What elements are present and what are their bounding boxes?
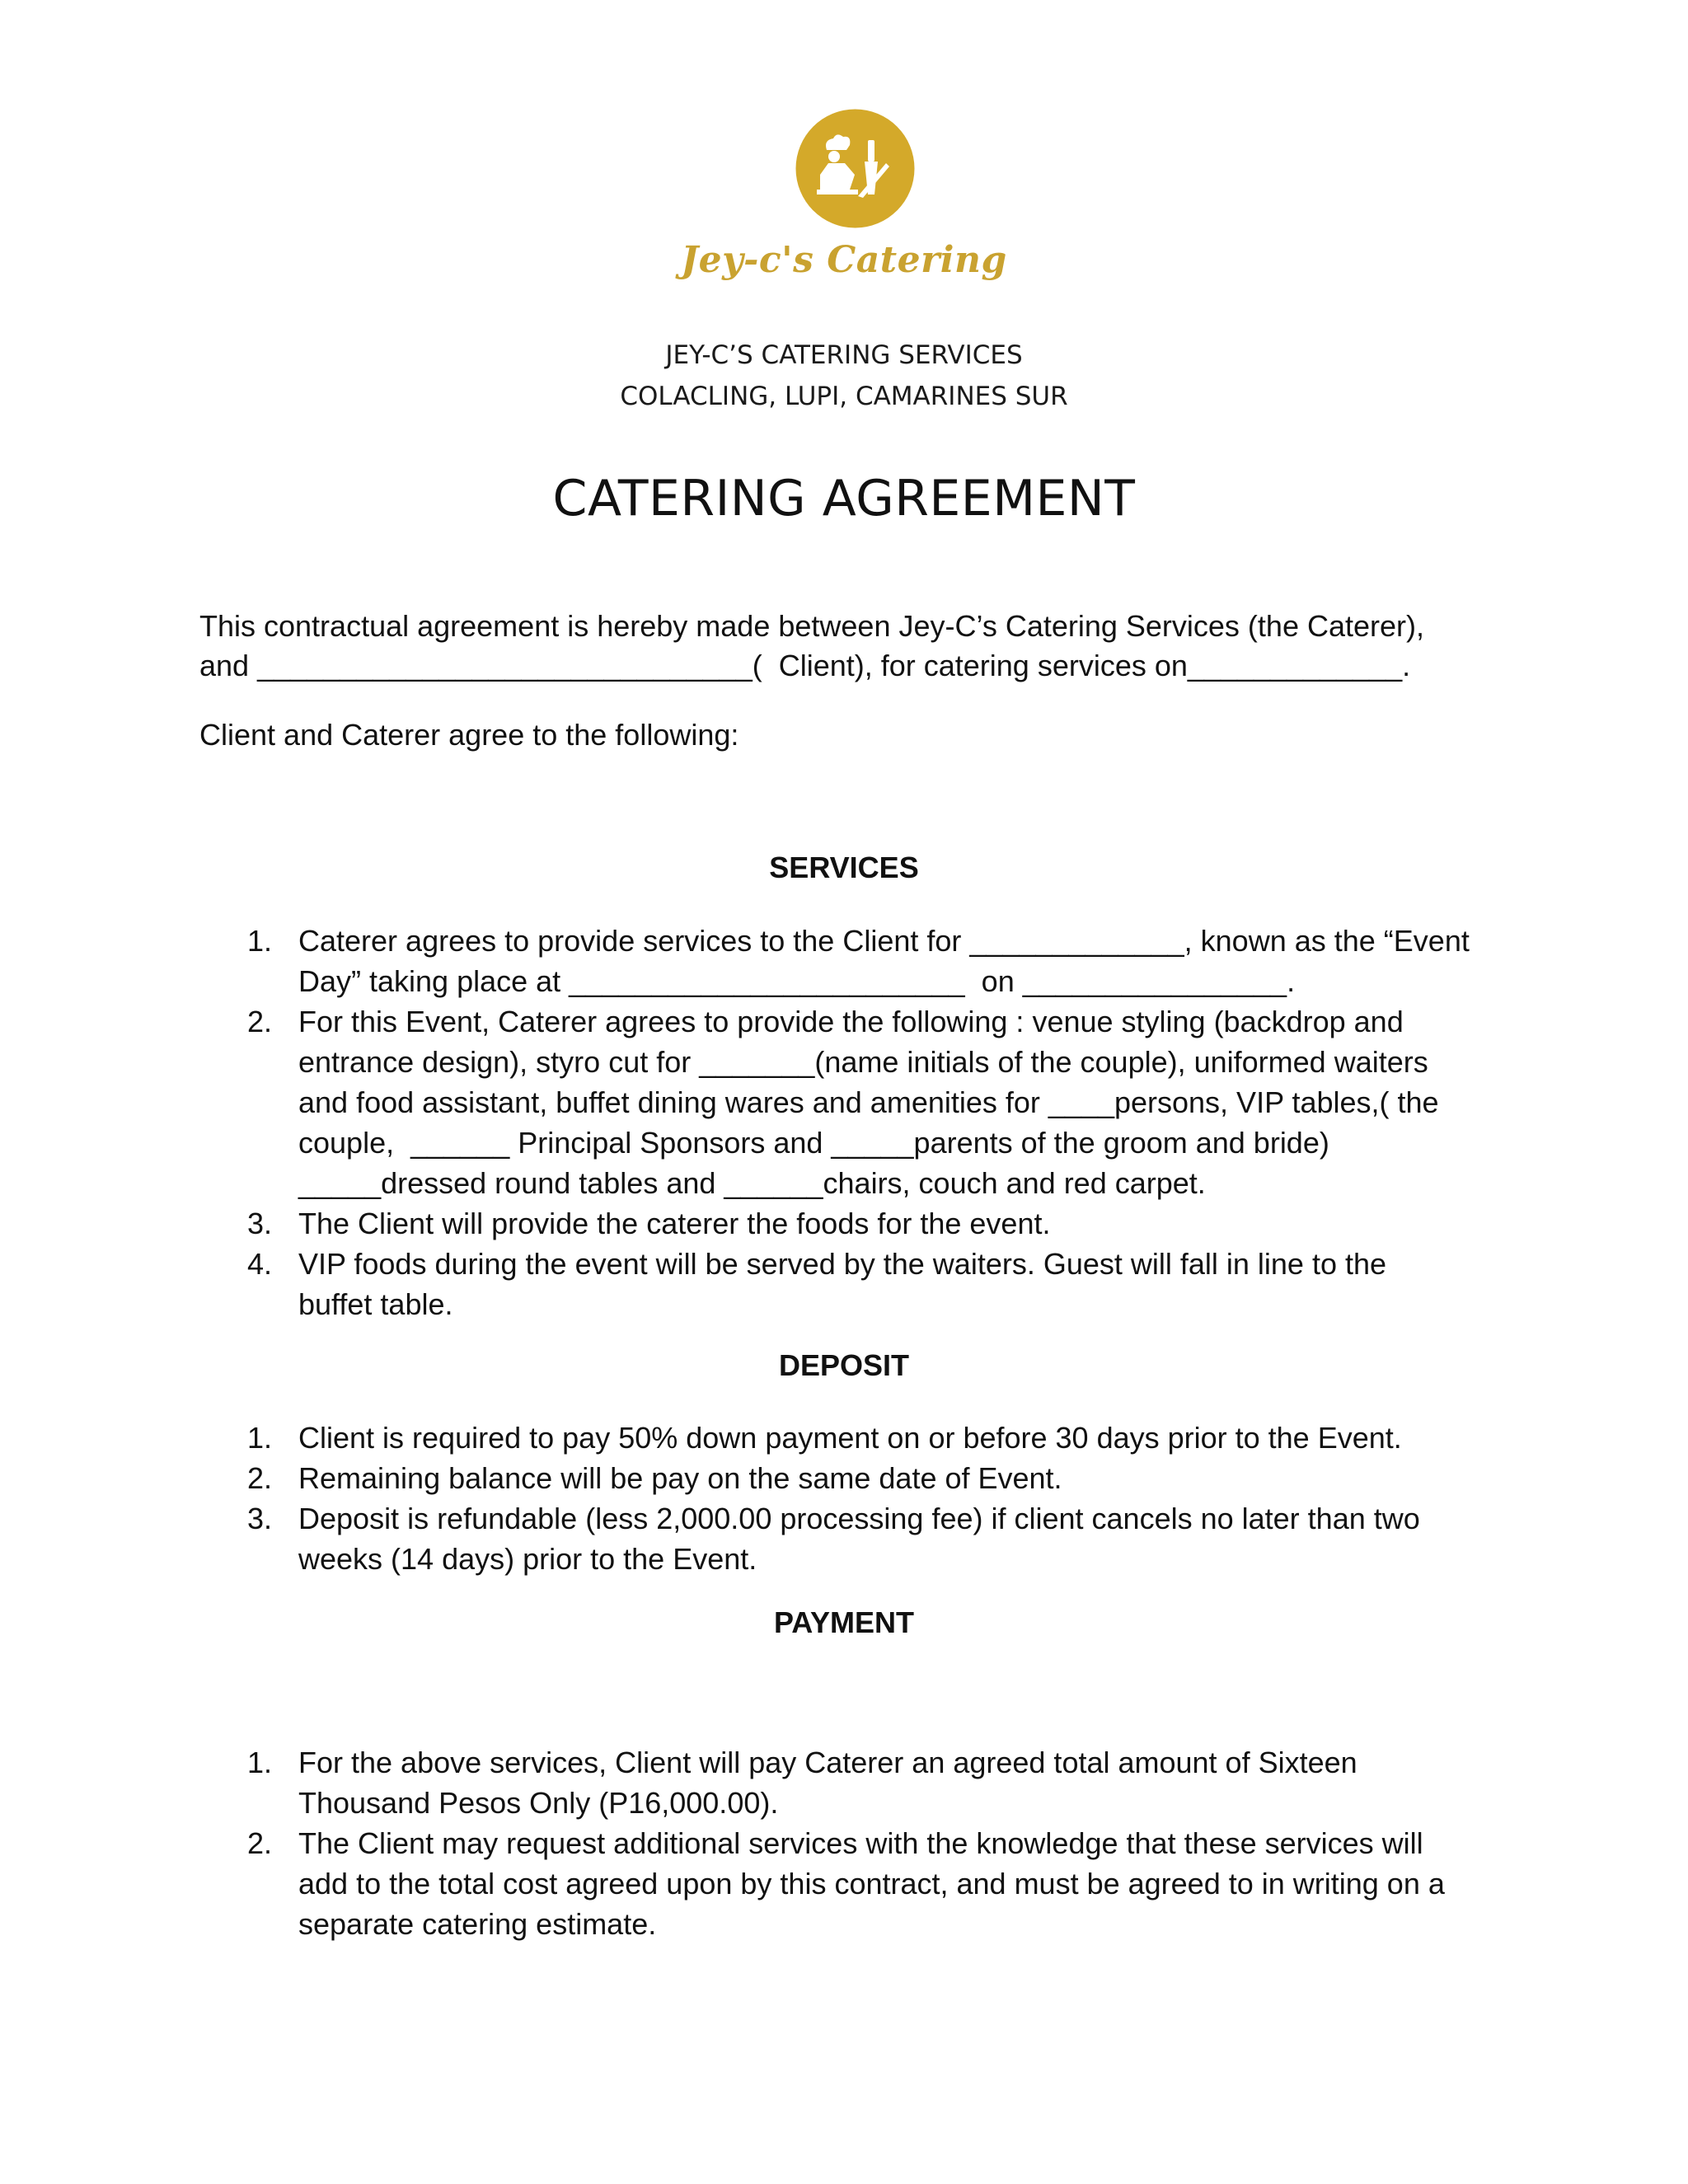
list-item: [199, 1244, 1502, 1324]
document-title: CATERING AGREEMENT: [552, 470, 1136, 527]
list-number: 4.: [247, 1247, 273, 1281]
list-number: 1.: [247, 1746, 273, 1779]
list-item: [199, 1203, 1502, 1244]
services-list: [199, 921, 1502, 1324]
list-item-line: The Client may request additional services with the knowledge that these services will: [298, 1826, 1423, 1860]
logo-wordmark: Jey-c's Catering: [681, 239, 1007, 281]
deposit-list: [199, 1418, 1502, 1579]
list-number: 3.: [247, 1207, 273, 1240]
payment-heading: PAYMENT: [773, 1605, 915, 1639]
list-item-line: couple, ______ Principal Sponsors and _____parents of the groom and bride): [298, 1126, 1329, 1160]
company-name: JEY-C’S CATERING SERVICES: [665, 340, 1023, 370]
intro-line-1: This contractual agreement is hereby made between Jey-C’s Catering Services (the Caterer),: [199, 609, 1425, 643]
list-item-line: Deposit is refundable (less 2,000.00 processing fee) if client cancels no later than two: [298, 1502, 1420, 1535]
list-item: [199, 921, 1502, 1001]
list-item-line: and food assistant, buffet dining wares and amenities for ____persons, VIP tables,( the: [298, 1085, 1439, 1119]
list-item-line: For the above services, Client will pay Caterer an agreed total amount of Sixteen: [298, 1746, 1357, 1779]
list-item-line: The Client will provide the caterer the foods for the event.: [298, 1207, 1051, 1240]
list-item: [199, 1742, 1502, 1823]
list-number: 2.: [247, 1005, 273, 1038]
list-item-line: Remaining balance will be pay on the same date of Event.: [298, 1461, 1062, 1495]
list-item-line: entrance design), styro cut for _______(name initials of the couple), uniformed waiters: [298, 1045, 1428, 1079]
company-address: COLACLING, LUPI, CAMARINES SUR: [620, 382, 1068, 411]
intro-line-2: and ______________________________( Client), for catering services on_____________.: [199, 649, 1411, 682]
agreement-statement: Client and Caterer agree to the following:: [199, 718, 739, 752]
list-item-line: Client is required to pay 50% down payment on or before 30 days prior to the Event.: [298, 1421, 1402, 1455]
list-item: [199, 1498, 1502, 1579]
list-item-line: add to the total cost agreed upon by this contract, and must be agreed to in writing on a: [298, 1867, 1445, 1900]
list-number: 2.: [247, 1826, 273, 1860]
chef-serving-icon: [795, 109, 915, 228]
list-item: [199, 1458, 1502, 1498]
list-number: 2.: [247, 1461, 273, 1495]
list-item: [199, 1823, 1502, 1944]
services-heading: SERVICES: [769, 851, 919, 884]
deposit-heading: DEPOSIT: [778, 1348, 910, 1382]
list-item-line: _____dressed round tables and ______chairs, couch and red carpet.: [298, 1166, 1206, 1200]
list-item-line: For this Event, Caterer agrees to provide the following : venue styling (backdrop and: [298, 1005, 1404, 1038]
list-item-line: VIP foods during the event will be served by the waiters. Guest will fall in line to the: [298, 1247, 1387, 1281]
list-item-line: Caterer agrees to provide services to the Client for _____________, known as the “Event: [298, 924, 1470, 958]
payment-list: [199, 1742, 1502, 1944]
list-item-line: separate catering estimate.: [298, 1907, 657, 1941]
list-number: 3.: [247, 1502, 273, 1535]
list-item-line: buffet table.: [298, 1287, 453, 1321]
list-item: [199, 1418, 1502, 1458]
list-item-line: Day” taking place at ________________________ on ________________.: [298, 964, 1296, 998]
list-item: [199, 1001, 1502, 1203]
list-item-line: weeks (14 days) prior to the Event.: [298, 1542, 757, 1576]
list-item-line: Thousand Pesos Only (P16,000.00).: [298, 1786, 779, 1820]
list-number: 1.: [247, 1421, 273, 1455]
list-number: 1.: [247, 924, 273, 958]
